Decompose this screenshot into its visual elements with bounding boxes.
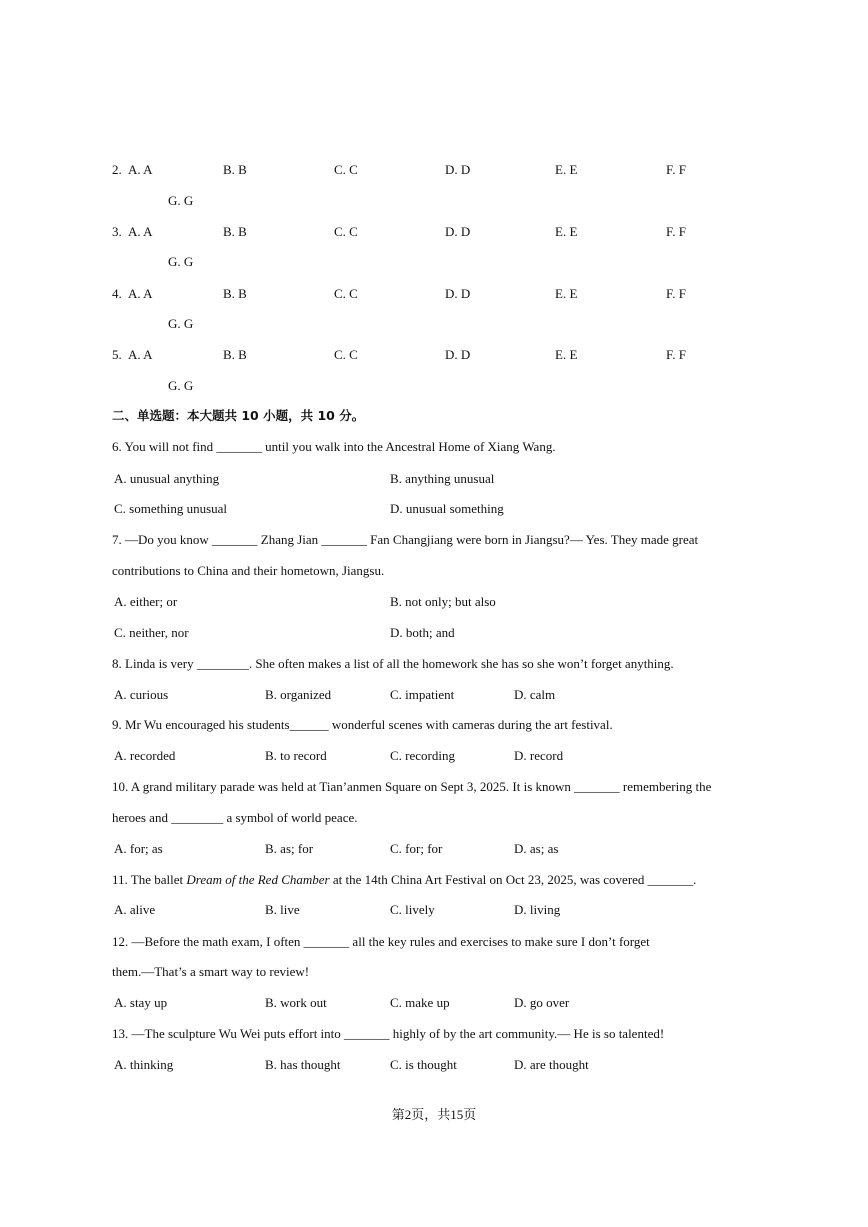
- option: A. stay up: [114, 995, 168, 1010]
- page-footer: 第2页，共15页: [391, 1107, 477, 1122]
- question-text: [112, 872, 696, 888]
- question-text: them.—That’s a smart way to review!: [112, 964, 310, 979]
- option: C. lively: [390, 902, 435, 917]
- option: D. D: [445, 224, 471, 239]
- question-number: 3.: [112, 224, 122, 239]
- option: A. curious: [114, 687, 169, 702]
- option: E. E: [555, 162, 578, 177]
- question-number: 5.: [112, 347, 122, 362]
- option: C. is thought: [390, 1057, 457, 1072]
- option: D. go over: [514, 995, 570, 1010]
- option: D. both; and: [390, 625, 455, 640]
- question-text: 12. —Before the math exam, I often _______ all the key rules and exercises to make sure I don’t forget: [112, 934, 650, 949]
- option: C. recording: [390, 748, 455, 763]
- option: B. B: [223, 162, 247, 177]
- option: G. G: [168, 254, 194, 269]
- option: B. live: [265, 902, 300, 917]
- option: D. D: [445, 347, 471, 362]
- option: F. F: [666, 162, 686, 177]
- option: C. neither, nor: [114, 625, 189, 640]
- option: C. C: [334, 224, 358, 239]
- option: C. C: [334, 286, 358, 301]
- option: A. A: [128, 162, 153, 177]
- option: B. B: [223, 286, 247, 301]
- option: B. to record: [265, 748, 327, 763]
- section-title: 二、单选题：本大题共 10 小题，共 10 分。: [112, 408, 365, 423]
- option: E. E: [555, 347, 578, 362]
- option: B. as; for: [265, 841, 314, 856]
- option: A. either; or: [114, 594, 178, 609]
- question-text: 8. Linda is very ________. She often makes a list of all the homework she has so she won’t forget anything.: [112, 656, 674, 671]
- option: B. B: [223, 347, 247, 362]
- option: E. E: [555, 224, 578, 239]
- option: B. anything unusual: [390, 471, 495, 486]
- option: D. as; as: [514, 841, 559, 856]
- question-text: 7. —Do you know _______ Zhang Jian _______ Fan Changjiang were born in Jiangsu?— Yes. They made great: [112, 532, 699, 547]
- question-number: 2.: [112, 162, 122, 177]
- question-text-post: at the 14th China Art Festival on Oct 23, 2025, was covered _______.: [329, 872, 697, 887]
- question-text: 10. A grand military parade was held at Tian’anmen Square on Sept 3, 2025. It is known _______ remembering the: [112, 779, 712, 794]
- question-text: 13. —The sculpture Wu Wei puts effort into _______ highly of by the art community.— He is so talented!: [112, 1026, 665, 1041]
- question-text: 6. You will not find _______ until you walk into the Ancestral Home of Xiang Wang.: [112, 439, 556, 454]
- option: C. impatient: [390, 687, 455, 702]
- option: A. A: [128, 286, 153, 301]
- question-text: contributions to China and their hometown, Jiangsu.: [112, 563, 385, 578]
- option: A. thinking: [114, 1057, 174, 1072]
- option: G. G: [168, 193, 194, 208]
- option: A. recorded: [114, 748, 176, 763]
- option: D. record: [514, 748, 564, 763]
- option: F. F: [666, 224, 686, 239]
- option: A. A: [128, 224, 153, 239]
- option: D. calm: [514, 687, 556, 702]
- option: F. F: [666, 347, 686, 362]
- option: B. work out: [265, 995, 327, 1010]
- option: C. make up: [390, 995, 450, 1010]
- question-text: heroes and ________ a symbol of world peace.: [112, 810, 358, 825]
- option: E. E: [555, 286, 578, 301]
- option: B. organized: [265, 687, 332, 702]
- option: A. alive: [114, 902, 156, 917]
- option: D. D: [445, 286, 471, 301]
- option: A. for; as: [114, 841, 163, 856]
- option: C. C: [334, 347, 358, 362]
- option: B. B: [223, 224, 247, 239]
- option: D. living: [514, 902, 561, 917]
- option: A. A: [128, 347, 153, 362]
- ballet-title: Dream of the Red Chamber: [186, 872, 330, 887]
- option: C. C: [334, 162, 358, 177]
- option: F. F: [666, 286, 686, 301]
- option: D. unusual something: [390, 501, 504, 516]
- option: D. D: [445, 162, 471, 177]
- option: C. something unusual: [114, 501, 228, 516]
- option: G. G: [168, 316, 194, 331]
- question-number: 4.: [112, 286, 122, 301]
- option: B. not only; but also: [390, 594, 496, 609]
- option: G. G: [168, 378, 194, 393]
- option: C. for; for: [390, 841, 443, 856]
- option: D. are thought: [514, 1057, 589, 1072]
- option: B. has thought: [265, 1057, 341, 1072]
- question-text: 9. Mr Wu encouraged his students______ wonderful scenes with cameras during the art festival.: [112, 717, 613, 732]
- option: A. unusual anything: [114, 471, 220, 486]
- question-text-pre: 11. The ballet: [112, 872, 187, 887]
